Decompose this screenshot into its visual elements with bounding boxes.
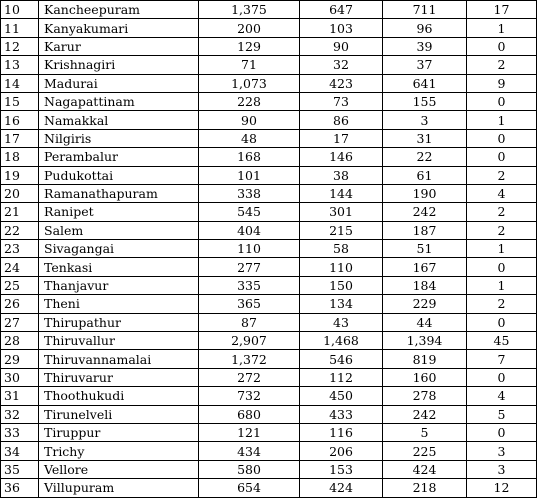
table-row: [1, 368, 537, 386]
deaths-cell: 0: [467, 313, 537, 331]
table-row: [1, 240, 537, 258]
active-cases-cell: 37: [383, 56, 467, 74]
table-row: [1, 74, 537, 92]
table-row: [1, 37, 537, 55]
serial-number-cell: 34: [1, 442, 39, 460]
table-row: [1, 313, 537, 331]
serial-number-cell: 20: [1, 184, 39, 202]
serial-number-cell: 19: [1, 166, 39, 184]
serial-number-cell: 33: [1, 423, 39, 441]
discharged-cell: 134: [300, 295, 383, 313]
district-name-cell: Karur: [39, 37, 199, 55]
table-row: [1, 92, 537, 110]
discharged-cell: 206: [300, 442, 383, 460]
district-name-cell: Villupuram: [39, 479, 199, 497]
total-cases-cell: 680: [199, 405, 300, 423]
discharged-cell: 423: [300, 74, 383, 92]
discharged-cell: 43: [300, 313, 383, 331]
discharged-cell: 112: [300, 368, 383, 386]
table-row: [1, 460, 537, 478]
deaths-cell: 0: [467, 129, 537, 147]
serial-number-cell: 23: [1, 240, 39, 258]
serial-number-cell: 16: [1, 111, 39, 129]
serial-number-cell: 17: [1, 129, 39, 147]
active-cases-cell: 641: [383, 74, 467, 92]
table-row: [1, 19, 537, 37]
deaths-cell: 2: [467, 295, 537, 313]
total-cases-cell: 434: [199, 442, 300, 460]
discharged-cell: 86: [300, 111, 383, 129]
serial-number-cell: 11: [1, 19, 39, 37]
discharged-cell: 17: [300, 129, 383, 147]
total-cases-cell: 200: [199, 19, 300, 37]
table-row: [1, 332, 537, 350]
serial-number-cell: 21: [1, 203, 39, 221]
deaths-cell: 12: [467, 479, 537, 497]
deaths-cell: 45: [467, 332, 537, 350]
total-cases-cell: 272: [199, 368, 300, 386]
serial-number-cell: 27: [1, 313, 39, 331]
total-cases-cell: 277: [199, 258, 300, 276]
active-cases-cell: 184: [383, 276, 467, 294]
discharged-cell: 150: [300, 276, 383, 294]
district-name-cell: Theni: [39, 295, 199, 313]
active-cases-cell: 31: [383, 129, 467, 147]
district-name-cell: Kanyakumari: [39, 19, 199, 37]
total-cases-cell: 101: [199, 166, 300, 184]
active-cases-cell: 190: [383, 184, 467, 202]
table-row: [1, 166, 537, 184]
active-cases-cell: 1,394: [383, 332, 467, 350]
active-cases-cell: 44: [383, 313, 467, 331]
table-row: [1, 276, 537, 294]
serial-number-cell: 22: [1, 221, 39, 239]
discharged-cell: 116: [300, 423, 383, 441]
district-name-cell: Tirunelveli: [39, 405, 199, 423]
active-cases-cell: 155: [383, 92, 467, 110]
discharged-cell: 90: [300, 37, 383, 55]
total-cases-cell: 338: [199, 184, 300, 202]
district-name-cell: Thiruvarur: [39, 368, 199, 386]
active-cases-cell: 242: [383, 405, 467, 423]
active-cases-cell: 167: [383, 258, 467, 276]
district-name-cell: Thirupathur: [39, 313, 199, 331]
district-name-cell: Thoothukudi: [39, 387, 199, 405]
discharged-cell: 103: [300, 19, 383, 37]
table-row: [1, 148, 537, 166]
discharged-cell: 450: [300, 387, 383, 405]
deaths-cell: 3: [467, 442, 537, 460]
active-cases-cell: 3: [383, 111, 467, 129]
active-cases-cell: 96: [383, 19, 467, 37]
serial-number-cell: 35: [1, 460, 39, 478]
table-body: [1, 0, 537, 497]
district-name-cell: Namakkal: [39, 111, 199, 129]
district-name-cell: Thiruvannamalai: [39, 350, 199, 368]
discharged-cell: 215: [300, 221, 383, 239]
deaths-cell: 5: [467, 405, 537, 423]
district-name-cell: Trichy: [39, 442, 199, 460]
deaths-cell: 4: [467, 387, 537, 405]
discharged-cell: 647: [300, 1, 383, 19]
district-name-cell: Ranipet: [39, 203, 199, 221]
discharged-cell: 433: [300, 405, 383, 423]
table-row: [1, 258, 537, 276]
deaths-cell: 3: [467, 460, 537, 478]
serial-number-cell: 14: [1, 74, 39, 92]
active-cases-cell: 61: [383, 166, 467, 184]
deaths-cell: 2: [467, 221, 537, 239]
deaths-cell: 0: [467, 258, 537, 276]
district-name-cell: Thanjavur: [39, 276, 199, 294]
district-name-cell: Madurai: [39, 74, 199, 92]
total-cases-cell: 335: [199, 276, 300, 294]
district-name-cell: Ramanathapuram: [39, 184, 199, 202]
discharged-cell: 424: [300, 479, 383, 497]
total-cases-cell: 732: [199, 387, 300, 405]
discharged-cell: 301: [300, 203, 383, 221]
total-cases-cell: 654: [199, 479, 300, 497]
discharged-cell: 38: [300, 166, 383, 184]
active-cases-cell: 424: [383, 460, 467, 478]
total-cases-cell: 121: [199, 423, 300, 441]
total-cases-cell: 48: [199, 129, 300, 147]
total-cases-cell: 1,375: [199, 1, 300, 19]
serial-number-cell: 25: [1, 276, 39, 294]
total-cases-cell: 168: [199, 148, 300, 166]
deaths-cell: 2: [467, 203, 537, 221]
serial-number-cell: 31: [1, 387, 39, 405]
active-cases-cell: 5: [383, 423, 467, 441]
serial-number-cell: 15: [1, 92, 39, 110]
active-cases-cell: 225: [383, 442, 467, 460]
deaths-cell: 0: [467, 148, 537, 166]
district-name-cell: Pudukottai: [39, 166, 199, 184]
district-name-cell: Salem: [39, 221, 199, 239]
total-cases-cell: 580: [199, 460, 300, 478]
discharged-cell: 153: [300, 460, 383, 478]
total-cases-cell: 228: [199, 92, 300, 110]
deaths-cell: 2: [467, 56, 537, 74]
serial-number-cell: 30: [1, 368, 39, 386]
table-row: [1, 111, 537, 129]
deaths-cell: 4: [467, 184, 537, 202]
deaths-cell: 0: [467, 368, 537, 386]
active-cases-cell: 229: [383, 295, 467, 313]
district-name-cell: Krishnagiri: [39, 56, 199, 74]
district-name-cell: Tiruppur: [39, 423, 199, 441]
serial-number-cell: 10: [1, 1, 39, 19]
discharged-cell: 546: [300, 350, 383, 368]
deaths-cell: 1: [467, 240, 537, 258]
active-cases-cell: 278: [383, 387, 467, 405]
table-row: [1, 442, 537, 460]
active-cases-cell: 187: [383, 221, 467, 239]
district-name-cell: Sivagangai: [39, 240, 199, 258]
discharged-cell: 110: [300, 258, 383, 276]
total-cases-cell: 87: [199, 313, 300, 331]
discharged-cell: 146: [300, 148, 383, 166]
active-cases-cell: 242: [383, 203, 467, 221]
active-cases-cell: 218: [383, 479, 467, 497]
deaths-cell: 7: [467, 350, 537, 368]
table-row: [1, 405, 537, 423]
active-cases-cell: 160: [383, 368, 467, 386]
total-cases-cell: 1,073: [199, 74, 300, 92]
total-cases-cell: 365: [199, 295, 300, 313]
serial-number-cell: 18: [1, 148, 39, 166]
active-cases-cell: 711: [383, 1, 467, 19]
deaths-cell: 1: [467, 19, 537, 37]
deaths-cell: 9: [467, 74, 537, 92]
table-row: [1, 479, 537, 497]
serial-number-cell: 26: [1, 295, 39, 313]
table-row: [1, 387, 537, 405]
district-name-cell: Kancheepuram: [39, 1, 199, 19]
deaths-cell: 1: [467, 276, 537, 294]
active-cases-cell: 819: [383, 350, 467, 368]
serial-number-cell: 13: [1, 56, 39, 74]
district-name-cell: Vellore: [39, 460, 199, 478]
table-row: [1, 350, 537, 368]
total-cases-cell: 404: [199, 221, 300, 239]
discharged-cell: 144: [300, 184, 383, 202]
table-row: [1, 221, 537, 239]
total-cases-cell: 90: [199, 111, 300, 129]
active-cases-cell: 22: [383, 148, 467, 166]
deaths-cell: 0: [467, 423, 537, 441]
deaths-cell: 0: [467, 37, 537, 55]
serial-number-cell: 36: [1, 479, 39, 497]
serial-number-cell: 28: [1, 332, 39, 350]
total-cases-cell: 110: [199, 240, 300, 258]
active-cases-cell: 39: [383, 37, 467, 55]
district-name-cell: Nilgiris: [39, 129, 199, 147]
deaths-cell: 0: [467, 92, 537, 110]
total-cases-cell: 1,372: [199, 350, 300, 368]
discharged-cell: 32: [300, 56, 383, 74]
district-name-cell: Thiruvallur: [39, 332, 199, 350]
total-cases-cell: 129: [199, 37, 300, 55]
discharged-cell: 1,468: [300, 332, 383, 350]
serial-number-cell: 29: [1, 350, 39, 368]
deaths-cell: 1: [467, 111, 537, 129]
district-name-cell: Tenkasi: [39, 258, 199, 276]
table-row: [1, 129, 537, 147]
active-cases-cell: 51: [383, 240, 467, 258]
discharged-cell: 58: [300, 240, 383, 258]
deaths-cell: 17: [467, 1, 537, 19]
table-row: [1, 184, 537, 202]
district-name-cell: Perambalur: [39, 148, 199, 166]
serial-number-cell: 24: [1, 258, 39, 276]
table-row: [1, 295, 537, 313]
total-cases-cell: 71: [199, 56, 300, 74]
table-row: [1, 203, 537, 221]
total-cases-cell: 2,907: [199, 332, 300, 350]
serial-number-cell: 32: [1, 405, 39, 423]
deaths-cell: 2: [467, 166, 537, 184]
serial-number-cell: 12: [1, 37, 39, 55]
total-cases-cell: 545: [199, 203, 300, 221]
table-row: [1, 1, 537, 19]
discharged-cell: 73: [300, 92, 383, 110]
district-name-cell: Nagapattinam: [39, 92, 199, 110]
table-row: [1, 423, 537, 441]
table-row: [1, 56, 537, 74]
